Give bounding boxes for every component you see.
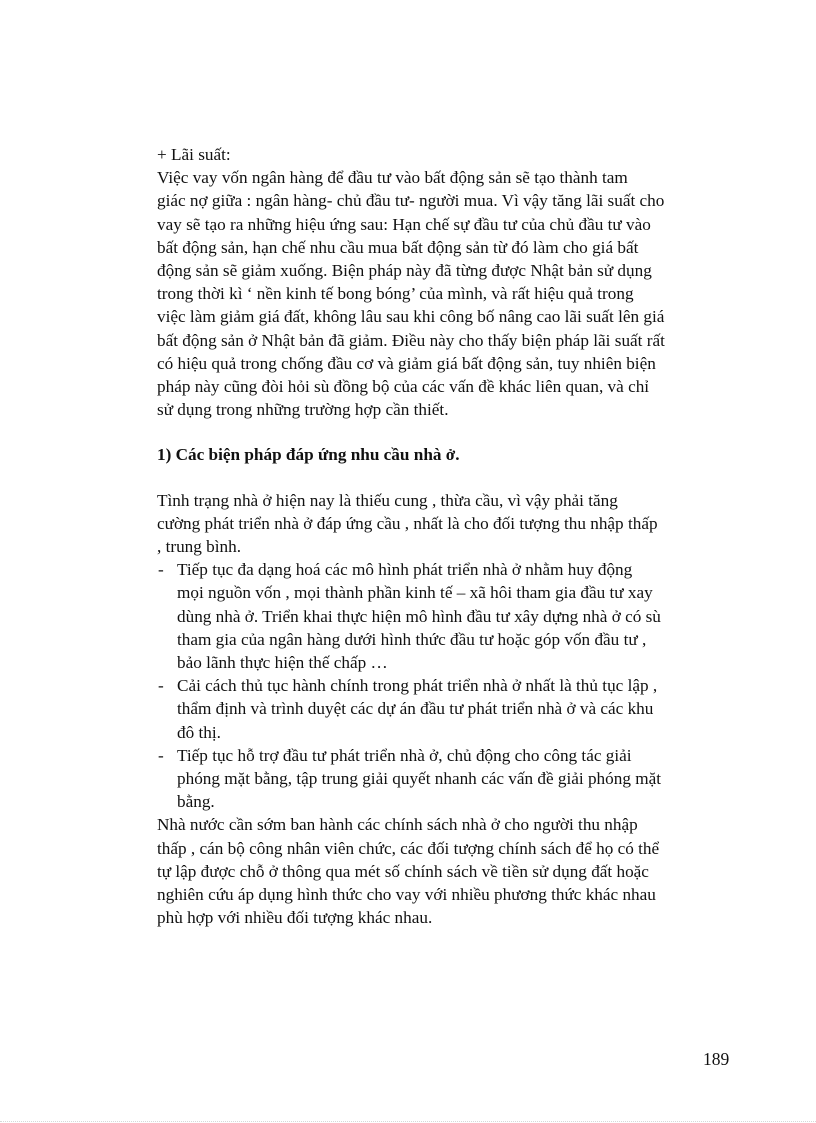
bullet-line: bằng. (177, 792, 215, 812)
bullet-dash: - (158, 560, 164, 580)
housing-intro-paragraph (157, 489, 742, 559)
bullet-line: Tiếp tục đa dạng hoá các mô hình phát triển nhà ở nhằm huy động (177, 560, 633, 580)
bullet-line: tham gia của ngân hàng dưới hình thức đầu tư hoặc góp vốn đầu tư , (177, 629, 647, 649)
paragraph-line: giác nợ giữa : ngân hàng- chủ đầu tư- người mua. Vì vậy tăng lãi suất cho (157, 191, 665, 211)
paragraph-line: Tình trạng nhà ở hiện nay là thiếu cung , thừa cầu, vì vậy phải tăng (157, 490, 618, 510)
paragraph-line: Việc vay vốn ngân hàng để đầu tư vào bất động sản sẽ tạo thành tam (157, 168, 628, 188)
paragraph-line: bất động sản ở Nhật bản đã giảm. Điều này cho thấy biện pháp lãi suất rất (157, 330, 665, 350)
bullet-item (157, 744, 742, 814)
policy-paragraph (157, 813, 742, 929)
bullet-dash: - (158, 745, 164, 765)
paragraph-line: có hiệu quả trong chống đầu cơ và giảm giá bất động sản, tuy nhiên biện (157, 353, 656, 373)
bullet-line: thẩm định và trình duyệt các dự án đầu tư phát triển nhà ở và các khu (177, 699, 654, 719)
paragraph-line: động sản sẽ giảm xuống. Biện pháp này đã từng được Nhật bản sử dụng (157, 261, 652, 281)
bullet-line: bảo lãnh thực hiện thế chấp … (177, 653, 388, 673)
section-heading: 1) Các biện pháp đáp ứng nhu cầu nhà ở. (157, 445, 460, 465)
bullet-dash: - (158, 676, 164, 696)
bullet-line: đô thị. (177, 722, 221, 742)
bullet-line: phóng mặt bằng, tập trung giải quyết nhanh các vấn đề giải phóng mặt (177, 769, 661, 789)
paragraph-line: việc làm giảm giá đất, không lâu sau khi công bố nâng cao lãi suất lên giá (157, 307, 665, 327)
paragraph-line: bất động sản, hạn chế nhu cầu mua bất động sản từ đó làm cho giá bất (157, 237, 639, 257)
paragraph-line: Nhà nước cần sớm ban hành các chính sách nhà ở cho người thu nhập (157, 815, 638, 835)
page-bottom-rule (0, 1121, 816, 1122)
paragraph-line: thấp , cán bộ công nhân viên chức, các đối tượng chính sách để họ có thể (157, 838, 660, 858)
bullet-line: dùng nhà ở. Triển khai thực hiện mô hình đầu tư xây dựng nhà ở có sù (177, 606, 661, 626)
paragraph-line: cường phát triển nhà ở đáp ứng cầu , nhất là cho đối tượng thu nhập thấp (157, 513, 658, 533)
bullet-line: mọi nguồn vốn , mọi thành phần kinh tế – xã hôi tham gia đầu tư xay (177, 583, 653, 603)
bullet-line: Tiếp tục hỗ trợ đầu tư phát triển nhà ở, chủ động cho công tác giải (177, 745, 632, 765)
page-number: 189 (703, 1049, 730, 1069)
interest-rate-heading: + Lãi suất: (157, 145, 231, 164)
bullet-line: Cải cách thủ tục hành chính trong phát triển nhà ở nhất là thủ tục lập , (177, 676, 658, 696)
paragraph-line: pháp này cũng đòi hỏi sù đồng bộ của các vấn đề khác liên quan, và chỉ (157, 377, 650, 397)
page-body (157, 143, 742, 930)
paragraph-line: nghiên cứu áp dụng hình thức cho vay với nhiều phương thức khác nhau (157, 885, 656, 905)
paragraph-line: phù hợp với nhiều đối tượng khác nhau. (157, 908, 433, 928)
paragraph-line: tự lập được chỗ ở thông qua mét số chính sách về tiền sử dụng đất hoặc (157, 861, 649, 881)
paragraph-line: sử dụng trong những trường hợp cần thiết. (157, 400, 449, 420)
paragraph-line: vay sẽ tạo ra những hiệu ứng sau: Hạn chế sự đầu tư của chủ đầu tư vào (157, 214, 651, 234)
interest-rate-paragraph (157, 166, 742, 421)
paragraph-line: , trung bình. (157, 537, 242, 557)
paragraph-line: trong thời kì ‘ nền kinh tế bong bóng’ của mình, và rất hiệu quả trong (157, 284, 634, 304)
bullet-item (157, 558, 742, 674)
bullet-item (157, 674, 742, 744)
